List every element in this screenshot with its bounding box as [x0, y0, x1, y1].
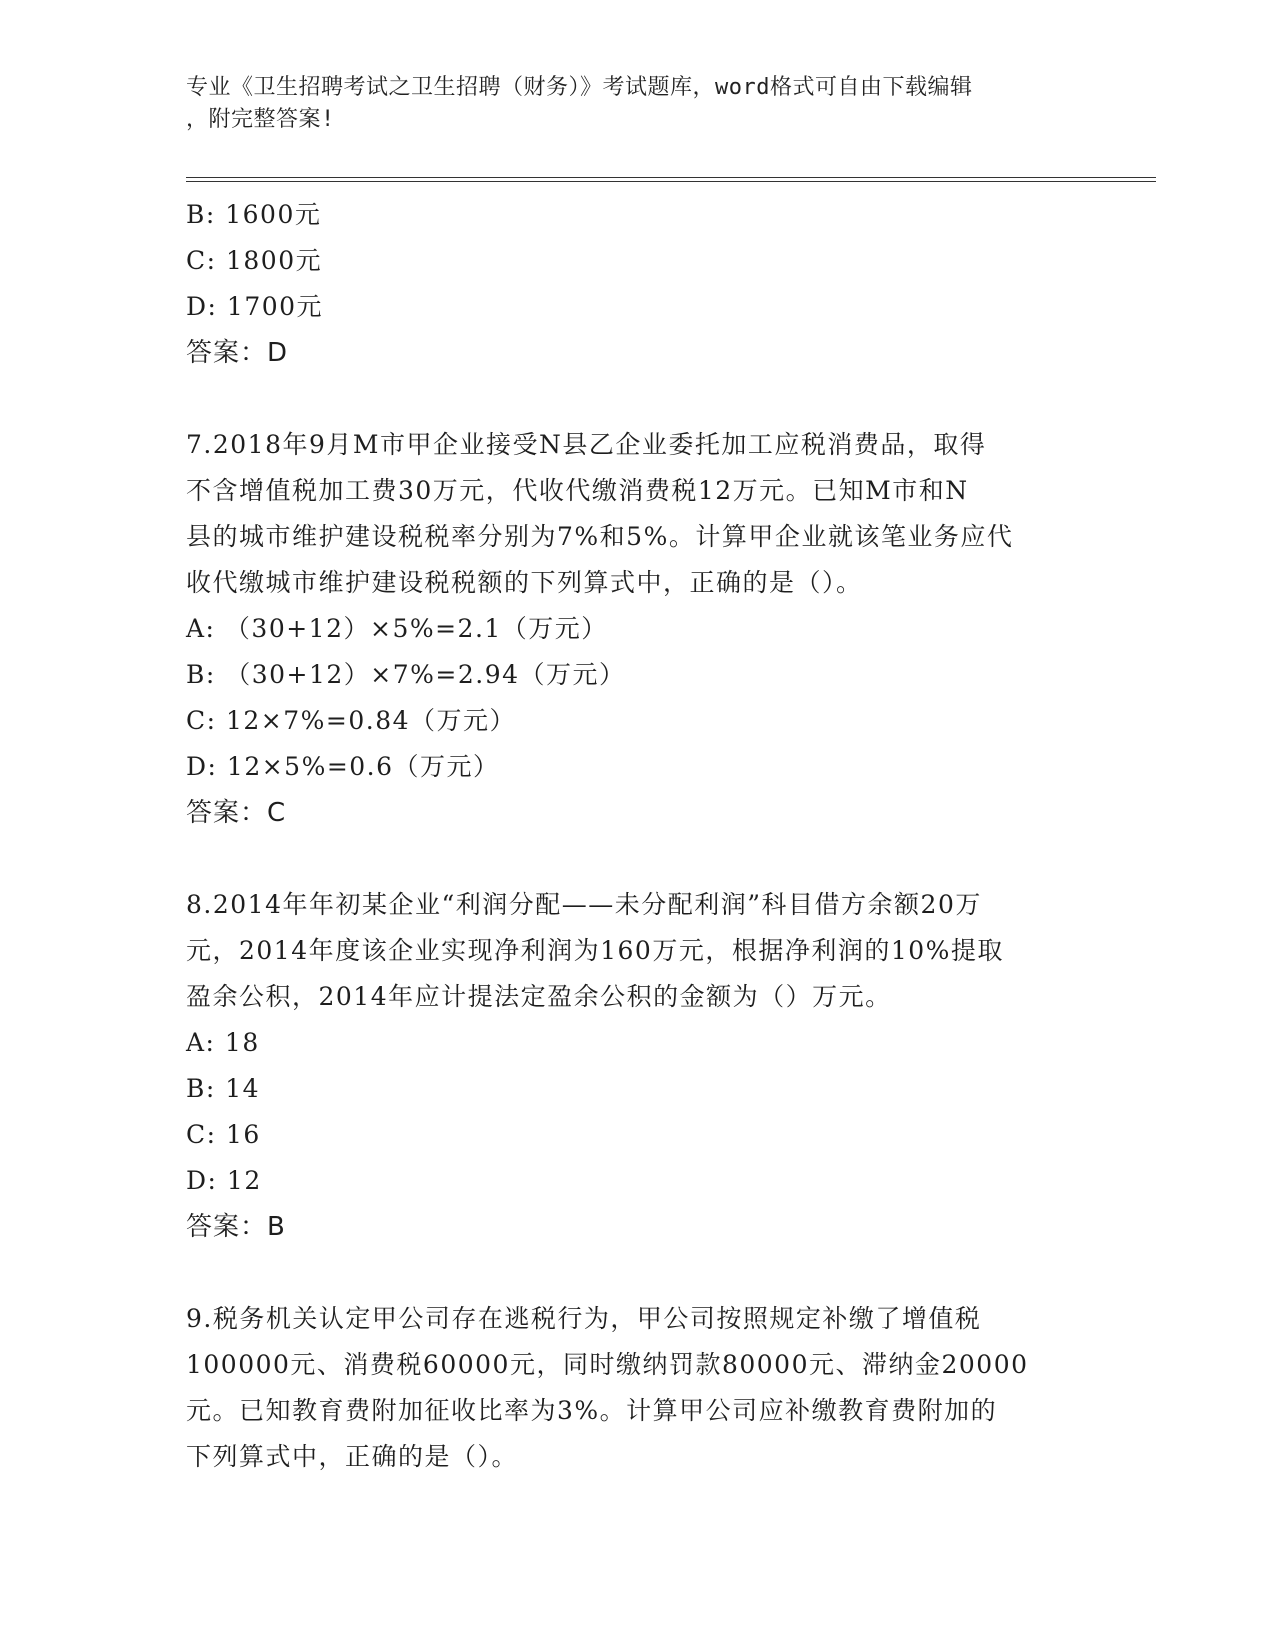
q7-text-line-1: 7.2018年9月M市甲企业接受N县乙企业委托加工应税消费品，取得 — [186, 430, 987, 459]
q6-option-c: C: 1800元 — [186, 246, 323, 275]
q9-text-line-1: 9.税务机关认定甲公司存在逃税行为，甲公司按照规定补缴了增值税 — [186, 1304, 982, 1333]
header-line-2: ，附完整答案! — [186, 107, 335, 132]
question-9-block — [186, 1296, 1086, 1480]
header-rule-top — [186, 177, 1156, 178]
q7-option-d: D: 12×5%=0.6（万元） — [186, 752, 500, 781]
q9-text-line-4: 下列算式中，正确的是（）。 — [186, 1442, 519, 1471]
q8-option-b: B: 14 — [186, 1074, 261, 1103]
q6-answer: 答案：D — [186, 338, 289, 368]
question-8-block — [186, 882, 1086, 1250]
q6-option-d: D: 1700元 — [186, 292, 324, 321]
q7-answer: 答案：C — [186, 798, 287, 828]
header-line-1: 专业《卫生招聘考试之卫生招聘（财务）》考试题库，word格式可自由下载编辑 — [186, 75, 973, 100]
q7-text-line-4: 收代缴城市维护建设税税额的下列算式中，正确的是（）。 — [186, 568, 863, 597]
q8-text-line-1: 8.2014年年初某企业“利润分配——未分配利润”科目借方余额20万 — [186, 890, 982, 919]
question-7-block — [186, 422, 1086, 836]
q7-option-b: B: （30+12）×7%=2.94（万元） — [186, 660, 626, 689]
q7-text-line-2: 不含增值税加工费30万元，代收代缴消费税12万元。已知M市和N — [186, 476, 969, 505]
q9-text-line-3: 元。已知教育费附加征收比率为3%。计算甲公司应补缴教育费附加的 — [186, 1396, 998, 1425]
q7-option-c: C: 12×7%=0.84（万元） — [186, 706, 517, 735]
header-rule-bottom — [186, 181, 1156, 182]
q9-text-line-2: 100000元、消费税60000元，同时缴纳罚款80000元、滞纳金20000 — [186, 1350, 1029, 1379]
question-6-block — [186, 192, 1086, 376]
q6-option-b: B: 1600元 — [186, 200, 322, 229]
q8-option-c: C: 16 — [186, 1120, 261, 1149]
document-header — [186, 72, 1066, 136]
q8-text-line-2: 元，2014年度该企业实现净利润为160万元，根据净利润的10%提取 — [186, 936, 1004, 965]
q7-text-line-3: 县的城市维护建设税税率分别为7%和5%。计算甲企业就该笔业务应代 — [186, 522, 1014, 551]
document-body — [186, 192, 1086, 1480]
q8-text-line-3: 盈余公积，2014年应计提法定盈余公积的金额为（）万元。 — [186, 982, 892, 1011]
q8-option-d: D: 12 — [186, 1166, 262, 1195]
q8-option-a: A: 18 — [186, 1028, 260, 1057]
q7-option-a: A: （30+12）×5%=2.1（万元） — [186, 614, 608, 643]
q8-answer: 答案：B — [186, 1212, 286, 1242]
